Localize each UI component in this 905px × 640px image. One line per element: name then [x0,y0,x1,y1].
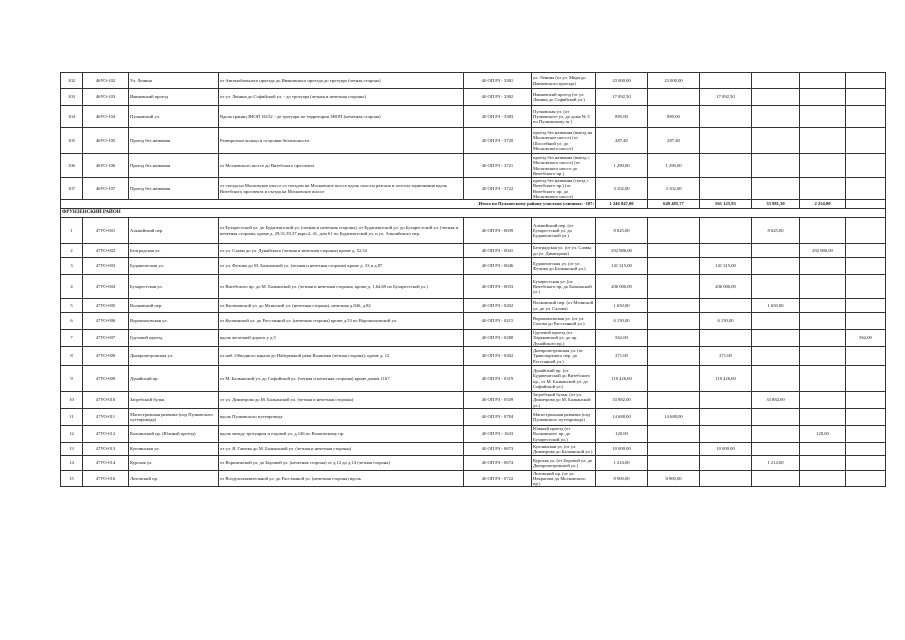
cell-name: Загребский бульв. [129,392,219,409]
cell-name: Проезд без названия [129,178,219,200]
section-header-row [61,209,886,218]
table-row [61,426,886,443]
cell-c [752,426,800,443]
cell-code: 47УО-014 [83,456,129,471]
cell-a [648,299,700,313]
cell-b [700,244,752,258]
cell-a [648,218,700,244]
cell-d [800,218,846,244]
cell-reg: 40 ОП РЗ - 3383 [464,106,532,128]
cell-route: от ул. Фучика до М. Балканской ул. (четная и нечетная стороны) кроме д. 33 и д.87 [219,258,464,275]
cell-n: 11 [61,409,83,426]
cell-n: 10 [61,392,83,409]
cell-d [800,443,846,456]
cell-b: 206 000,00 [700,275,752,299]
cell-loc: Ворошиловская ул. (от ул. Салова до Расстанной ул.) [532,313,596,330]
cell-e [846,218,886,244]
cell-code: 47УО-010 [83,392,129,409]
cell-name: Волковский пер. [129,299,219,313]
cell-e [846,313,886,330]
cell-total: 1 214,00 [596,456,648,471]
cell-route: вдоль между тротуаром и ездовой ул. д.146 по Волковскому пр. [219,426,464,443]
cell-b [700,218,752,244]
cell-route: от Московского шоссе до Витебского проспекта [219,154,464,178]
cell-loc: Курская ул. (от Боровой ул. до Днепропетровской ул.) [532,456,596,471]
cell-total: 562,00 [596,330,648,347]
cell-c [752,89,800,106]
cell-d [800,154,846,178]
cell-n: 13 [61,443,83,456]
cell-e [846,154,886,178]
cell-b [700,471,752,487]
cell-total: 8 900,00 [596,471,648,487]
cell-b: 6 150,00 [700,313,752,330]
cell-b [700,178,752,200]
cell-e [846,426,886,443]
cell-e [846,258,886,275]
total-b: 561 125,93 [700,200,752,209]
cell-code: 46УО-105 [83,128,129,154]
cell-code: 47УО-005 [83,299,129,313]
cell-name: Днепропетровская ул. [129,347,219,366]
cell-loc: Дунайский пр. (от Будапештской до Витебского пр., от М. Балканской ул. до Софийской ул.) [532,366,596,392]
cell-e [846,456,886,471]
cell-loc: проезд без названия (выезд на Московское шоссе) (от Шоссейной ул. до Московского шоссе) [532,128,596,154]
cell-name: Альпийский пер. [129,218,219,244]
cell-total: 10 000,00 [596,443,648,456]
cell-a: 287,40 [648,128,700,154]
cell-b: 17 092,50 [700,89,752,106]
cell-c [752,258,800,275]
cell-loc: Загребский бульв. (от ул. Димитрова до М. Балканской ул.) [532,392,596,409]
cell-reg: 40 ОП РЗ - 0046 [464,258,532,275]
table-row [61,73,886,89]
cell-n: 104 [61,106,83,128]
cell-a [648,313,700,330]
cell-a: 885,00 [648,106,700,128]
cell-b [700,392,752,409]
cell-total: 33 882,00 [596,392,648,409]
cell-d [800,366,846,392]
roads-table [60,72,886,487]
cell-reg: 40 ОП РЗ - 3381 [464,73,532,89]
cell-e [846,275,886,299]
cell-reg: 40 ОП РЗ - 3721 [464,154,532,178]
cell-d [800,258,846,275]
cell-e [846,392,886,409]
cell-e [846,347,886,366]
cell-e [846,299,886,313]
cell-reg: 40 ОП РЗ - 0215 [464,313,532,330]
cell-d [800,128,846,154]
cell-name: Купчинская ул. [129,443,219,456]
table-row [61,244,886,258]
cell-total: 120,00 [596,426,648,443]
cell-e [846,73,886,89]
cell-e: 562,00 [846,330,886,347]
cell-c: 1 650,00 [752,299,800,313]
cell-d [800,330,846,347]
cell-e [846,178,886,200]
cell-reg: 40 ОП РЗ - 0039 [464,218,532,244]
cell-reg: 40 ОП РЗ - 0302 [464,347,532,366]
cell-code: 47УО-004 [83,275,129,299]
cell-n: 8 [61,347,83,366]
cell-n: 6 [61,313,83,330]
cell-total: 8 625,00 [596,218,648,244]
cell-d [800,299,846,313]
cell-route: от Купчинской ул. до Расстанной ул. (нечетная сторона) кроме д.53 по Ворошиловской ул. [219,313,464,330]
cell-name: Ивановский проезд [129,89,219,106]
cell-name: Дунайский пр. [129,366,219,392]
cell-n: 7 [61,330,83,347]
cell-reg: 40 ОП РЗ - 0041 [464,244,532,258]
cell-reg: 40 ОП РЗ - 3720 [464,128,532,154]
cell-total: 118 426,00 [596,366,648,392]
cell-d [800,275,846,299]
cell-loc: Южный проезд (от Волковского пр. до Бухарестской ул.) [532,426,596,443]
cell-b [700,128,752,154]
cell-code: 47УО-008 [83,347,129,366]
cell-a [648,330,700,347]
cell-name: Грузовой проезд [129,330,219,347]
cell-code: 47УО-003 [83,258,129,275]
cell-c [752,128,800,154]
cell-total: 23 000,00 [596,73,648,89]
cell-c: 1 214,00 [752,456,800,471]
cell-reg: 40 ОП РЗ - 3382 [464,89,532,106]
cell-reg: 40 ОП РЗ - 0784 [464,409,532,426]
cell-total: 17 092,50 [596,89,648,106]
cell-c [752,409,800,426]
table-row [61,275,886,299]
cell-name: Лиговский пр. [129,471,219,487]
cell-b [700,409,752,426]
cell-code: 47УО-007 [83,330,129,347]
table-row [61,409,886,426]
cell-b: 10 000,00 [700,443,752,456]
cell-route: от съезда на Московское шоссе со съездом на Московское шоссе вдоль полосы разгона и полосы торможения вдоль Витебского проспекта и съезда на Московское шоссе [219,178,464,200]
cell-total: 3 102,00 [596,178,648,200]
cell-b [700,426,752,443]
cell-name: Ворошиловская ул. [129,313,219,330]
cell-route: от ул. Я. Гашека до М. Балканской ул. (четная и нечетная стороны) [219,443,464,456]
cell-name: Ул. Ленина [129,73,219,89]
cell-n: 12 [61,426,83,443]
table-row [61,299,886,313]
cell-reg: 40 ОП РЗ - 0280 [464,330,532,347]
cell-loc: Волковский пер. (от Мгинской ул. до ул. Салова) [532,299,596,313]
cell-route: от Касимовской ул. до Мгинской ул. (нечетная сторона), нечетная д.84б, д.82 [219,299,464,313]
cell-code: 46УО-102 [83,73,129,89]
cell-route: от ул. Димитрова до М. Балканской ул. (четная и нечетная стороны) [219,392,464,409]
cell-code: 47УО-013 [83,443,129,456]
table-row [61,106,886,128]
cell-name: Магистральная развязка (под Пулковского путепровода) [129,409,219,426]
cell-code: 46УО-106 [83,154,129,178]
cell-c [752,178,800,200]
cell-reg: 40 ОП РЗ - 0674 [464,456,532,471]
cell-a: 3 102,00 [648,178,700,200]
cell-a: 23 000,00 [648,73,700,89]
cell-n: 107 [61,178,83,200]
cell-b [700,299,752,313]
cell-a [648,443,700,456]
cell-loc: ул. Ленина (от ул. Мира до Ивановского проезда) [532,73,596,89]
cell-reg: 40 ОП РЗ - 0339 [464,392,532,409]
cell-loc: Днепропетровская ул. (от Транспортного пер. до Расстанной ул.) [532,347,596,366]
cell-d [800,89,846,106]
cell-e [846,409,886,426]
document-sheet [60,72,872,487]
cell-total: 1 290,00 [596,154,648,178]
cell-c [752,73,800,89]
cell-e [846,128,886,154]
cell-route: от ул. Славы до ул. Дунайского (четная и нечетная стороны) кроме д. 52,54 [219,244,464,258]
cell-d [800,409,846,426]
cell-a [648,392,700,409]
cell-d [800,106,846,128]
cell-c [752,347,800,366]
cell-name: Пулковский ул. [129,106,219,128]
cell-loc: проезд без названия (съезд с Витебского пр.) (от Витебского пр. до Московского шоссе) [532,178,596,200]
cell-b [700,154,752,178]
cell-a [648,347,700,366]
cell-a: 14 688,00 [648,409,700,426]
cell-c [752,443,800,456]
cell-b [700,330,752,347]
cell-d [800,178,846,200]
cell-reg: 40 ОП РЗ - 0673 [464,443,532,456]
cell-total: 14 688,00 [596,409,648,426]
cell-d [800,456,846,471]
cell-route: Вдоль границ ЗНОП 16152 - до тротуара по территории ЗНОП (нечетная сторона) [219,106,464,128]
cell-d [800,347,846,366]
cell-total: 1 650,00 [596,299,648,313]
cell-d: 120,00 [800,426,846,443]
cell-code: 46УО-104 [83,106,129,128]
table-row [61,456,886,471]
total-label: Итого по Пулковскому району участков уличных: -107: [61,200,596,209]
cell-code: 47УО-016 [83,471,129,487]
cell-reg: 40 ОП РЗ - 0722 [464,471,532,487]
cell-route: от Бухарестской ул. до Будапештской ул. (четная и нечетная стороны), от Будапештской ул. до Бухарестской ул. (четная и нечетная стороны, кроме д. 29,31,39,37 корп.2, 41, дом 61 по Будапештской ул. и ул. Альпийского пер. [219,218,464,244]
cell-reg: 40 ОП РЗ - 0202 [464,299,532,313]
cell-reg: 40 ОП РЗ - 1633 [464,426,532,443]
cell-c [752,313,800,330]
cell-a [648,456,700,471]
cell-name: Курская ул. [129,456,219,471]
cell-a [648,366,700,392]
cell-d [800,471,846,487]
cell-n: 3 [61,258,83,275]
cell-loc: проезд без названия (выезд с Московского шоссе) (от Московского шоссе до Витебского пр.) [532,154,596,178]
cell-name: Будапештская ул. [129,258,219,275]
cell-n: 103 [61,89,83,106]
cell-route: от Автомобильного проезда до Ивановского проезда до тротуара (четная сторона) [219,73,464,89]
cell-c: 8 625,00 [752,218,800,244]
cell-a [648,89,700,106]
cell-b: 371,00 [700,347,752,366]
table-row [61,330,886,347]
cell-route: от М. Балканской ул. до Софийской ул. (четная и нечетная стороны) кроме домов 1167 [219,366,464,392]
cell-b: 118 426,00 [700,366,752,392]
cell-c [752,275,800,299]
cell-c [752,366,800,392]
cell-name: Бухарестская ул. [129,275,219,299]
cell-n: 9 [61,366,83,392]
table-row [61,366,886,392]
cell-total: 6 150,00 [596,313,648,330]
cell-route: вдоль Пулковского путепровода [219,409,464,426]
cell-total: 141 315,00 [596,258,648,275]
cell-loc: Купчинская ул. (от ул. Димитрова до Балканской ул.) [532,443,596,456]
cell-b: 141 315,00 [700,258,752,275]
cell-loc: Бухарестская ул. (от Витебского пр. до Балканской ул.) [532,275,596,299]
cell-loc: Пулковская ул. (от Пулковского ул. до дома № 3 по Пулковскому ш.) [532,106,596,128]
cell-a [648,258,700,275]
cell-a: 1 290,00 [648,154,700,178]
cell-b [700,106,752,128]
cell-name: Колпинский пр. (Южный проезд) [129,426,219,443]
cell-name: Проезд без названия [129,154,219,178]
cell-route: от ул. Ленина до Софийской ул. - до тротуара (четная и нечетная стороны) [219,89,464,106]
cell-route: вдоль железной дороги у д.5 [219,330,464,347]
table-row [61,347,886,366]
table-row [61,471,886,487]
cell-total: 292 886,00 [596,244,648,258]
cell-d: 292 886,00 [800,244,846,258]
cell-n: 106 [61,154,83,178]
cell-loc: Ивановский проезд (от ул. Ленина до Софийской ул.) [532,89,596,106]
cell-a [648,244,700,258]
cell-n: 102 [61,73,83,89]
cell-reg: 40 ОП РЗ - 0033 [464,275,532,299]
table-row [61,178,886,200]
cell-route: от Воздухоплавательной ул. до Расстанной ул. (нечетная сторона) вдоль [219,471,464,487]
cell-loc: Магистральная развязка (под Пулковского путепровода) [532,409,596,426]
cell-a: 8 900,00 [648,471,700,487]
table-row [61,154,886,178]
cell-b [700,73,752,89]
cell-route: от наб. Обводного канала до Набережной реки Волковки (четная сторона), кроме д. 12 [219,347,464,366]
cell-n: 1 [61,218,83,244]
cell-e [846,244,886,258]
cell-c [752,244,800,258]
table-row [61,258,886,275]
cell-a [648,426,700,443]
cell-reg: 40 ОП РЗ - 3722 [464,178,532,200]
table-row [61,313,886,330]
cell-c [752,330,800,347]
district-total-row [61,200,886,209]
cell-total: 287,40 [596,128,648,154]
cell-b [700,456,752,471]
cell-code: 46УО-103 [83,89,129,106]
cell-e [846,366,886,392]
cell-total: 371,00 [596,347,648,366]
cell-c [752,106,800,128]
table-row [61,89,886,106]
table-row [61,392,886,409]
cell-loc: Грузовой проезд (от Харьковской ул. до пр. Дунайского пр.) [532,330,596,347]
cell-code: 47УО-011 [83,409,129,426]
cell-name: Проезд без названия [129,128,219,154]
cell-c [752,154,800,178]
cell-a [648,275,700,299]
total-a: 649 485,77 [648,200,700,209]
cell-code: 47УО-009 [83,366,129,392]
cell-loc: Лиговский пр. (от ул. Некрасова до Московского пр.) [532,471,596,487]
cell-c [752,471,800,487]
cell-e [846,471,886,487]
cell-loc: Альпийский пер. (от Бухарестской ул. до Будапештской ул.) [532,218,596,244]
cell-route: от Воронежской ул. до Боровой ул. (нечетная сторона) от д.12 до д.14 (четная сторона) [219,456,464,471]
table-row [61,218,886,244]
cell-e [846,106,886,128]
cell-e [846,443,886,456]
cell-n: 4 [61,275,83,299]
cell-code: 46УО-107 [83,178,129,200]
cell-total: 885,00 [596,106,648,128]
cell-reg: 40 ОП РЗ - 0319 [464,366,532,392]
cell-n: 14 [61,456,83,471]
cell-d [800,392,846,409]
cell-n: 105 [61,128,83,154]
cell-name: Белградская ул. [129,244,219,258]
cell-code: 47УО-002 [83,244,129,258]
table-row [61,128,886,154]
table-row [61,443,886,456]
cell-total: 206 000,00 [596,275,648,299]
total-d: 2 254,00 [800,200,846,209]
cell-code: 47УО-006 [83,313,129,330]
total-c: 33 981,30 [752,200,800,209]
cell-n: 5 [61,299,83,313]
cell-n: 15 [61,471,83,487]
cell-loc: Будапештская ул. (от ул. Фучика до Балканской ул.) [532,258,596,275]
total-sum: 1 246 847,00 [596,200,648,209]
cell-c: 33 882,00 [752,392,800,409]
section-title: ФРУНЗЕНСКИЙ РАЙОН [61,209,886,218]
cell-code: 47УО-012 [83,426,129,443]
cell-n: 2 [61,244,83,258]
cell-loc: Белградская ул. (от ул. Славы до ул. Димитрова) [532,244,596,258]
cell-route: Разворотное кольцо и островки безопасности [219,128,464,154]
cell-d [800,313,846,330]
cell-d [800,73,846,89]
cell-route: от Витебского пр. до М. Балканской ул. (четная и нечетная стороны, кроме д. 1,64,69 по Бухарестской ул.) [219,275,464,299]
cell-e [846,89,886,106]
cell-code: 47УО-001 [83,218,129,244]
